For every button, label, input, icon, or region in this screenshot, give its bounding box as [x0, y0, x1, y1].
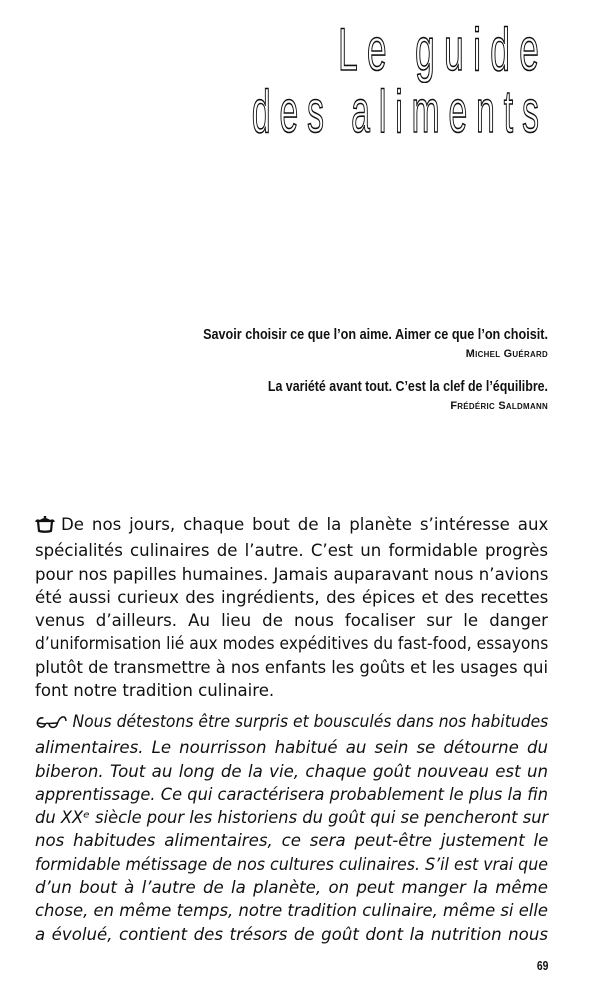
cooking-pot-icon	[35, 515, 55, 539]
paragraph-line: plutôt de transmettre à nos enfants les goûts et les usages qui	[35, 657, 548, 677]
paragraph-line	[35, 710, 548, 736]
glasses-icon	[35, 713, 67, 736]
paragraph-line: formidable métissage de nos cultures culinaires. S’il est vrai que	[35, 854, 548, 874]
paragraph-1	[35, 513, 548, 702]
paragraph-line: venus d’ailleurs. Au lieu de nous focaliser sur le danger	[35, 611, 548, 631]
paragraph-line: nos habitudes alimentaires, ce sera peut-être justement le	[35, 831, 549, 851]
epigraphs	[128, 325, 548, 429]
paragraph-line: biberon. Tout au long de la vie, chaque goût nouveau est un	[35, 761, 548, 781]
paragraph-line-text: Nous détestons être surpris et bousculés dans nos habitudes	[72, 712, 549, 731]
epigraph-author: Michel Guérard	[465, 348, 548, 360]
paragraph-line: spécialités culinaires de l’autre. C’est un formidable progrès	[35, 541, 548, 561]
page-number: 69	[536, 958, 548, 973]
paragraph-line	[35, 513, 548, 539]
paragraph-line: été aussi curieux des ingrédients, des épices et des recettes	[35, 587, 549, 607]
paragraph-line: chose, en même temps, notre tradition culinaire, même si elle	[35, 901, 548, 921]
paragraph-line: font notre tradition culinaire.	[35, 681, 275, 701]
paragraph-line-text: De nos jours, chaque bout de la planète s’intéresse aux	[61, 515, 549, 534]
paragraph-line: d’uniformisation lié aux modes expéditives du fast-food, essayons	[35, 634, 549, 654]
paragraph-line: alimentaires. Le nourrisson habitué au sein se détourne du	[35, 738, 548, 758]
paragraph-line: du XXᵉ siècle pour les historiens du goût qui se pencheront sur	[35, 808, 549, 828]
paragraph-line: pour nos papilles humaines. Jamais auparavant nous n’avions	[35, 564, 549, 584]
paragraph-line: apprentissage. Ce qui caractérisera probablement le plus la fin	[35, 784, 548, 804]
chapter-title-line-2: des aliments	[252, 78, 548, 145]
epigraph-author: Frédéric Saldmann	[450, 400, 548, 412]
paragraph-line: a évolué, contient des trésors de goût dont la nutrition nous	[35, 924, 548, 944]
paragraph-line: d’un bout à l’autre de la planète, on peut manger la même	[35, 878, 548, 898]
epigraph-quote: La variété avant tout. C’est la clef de l’équilibre.	[267, 379, 548, 395]
chapter-title-line-1: Le guide	[337, 16, 548, 83]
paragraph-2	[35, 710, 548, 946]
epigraph-quote: Savoir choisir ce que l’on aime. Aimer ce que l’on choisit.	[203, 327, 549, 343]
